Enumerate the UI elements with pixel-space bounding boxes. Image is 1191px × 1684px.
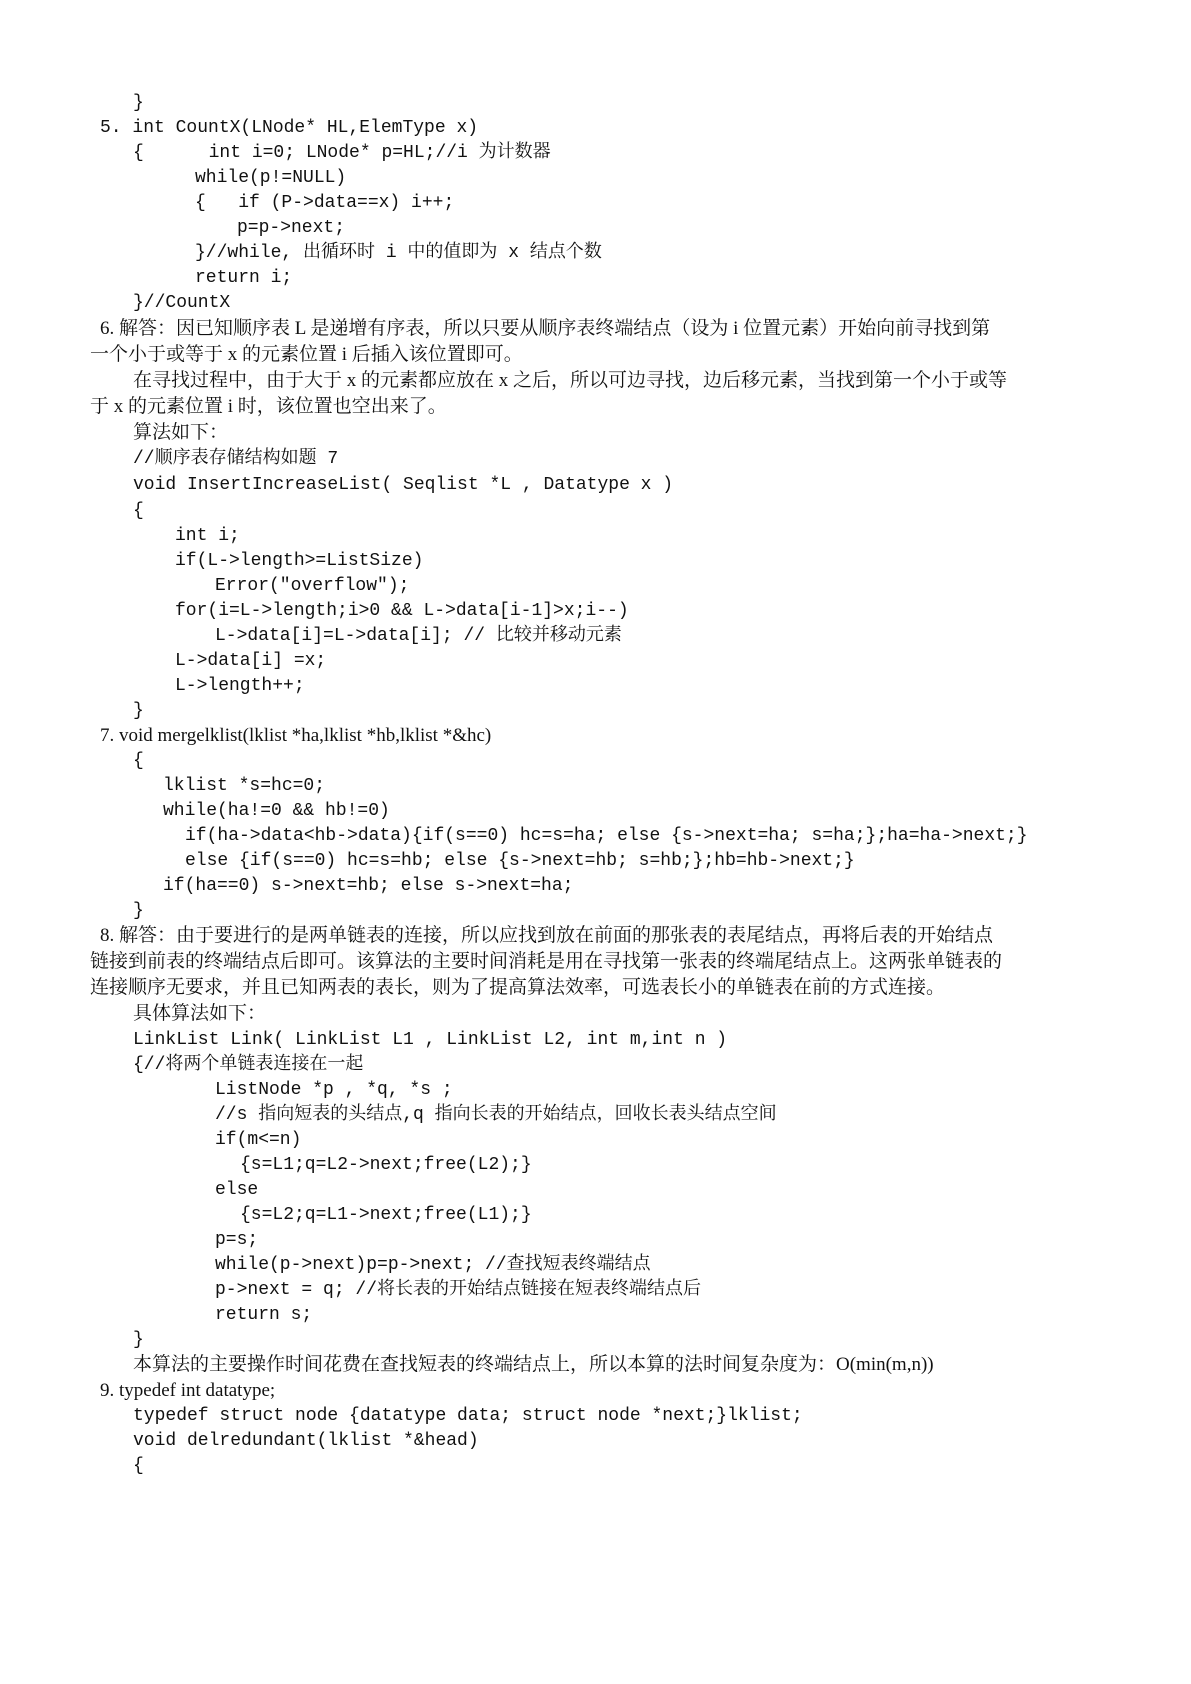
text-line: typedef struct node {datatype data; struct node *next;}lklist; — [133, 1406, 803, 1426]
text-line: lklist *s=hc=0; — [163, 776, 326, 796]
text-line: //顺序表存储结构如题 7 — [133, 449, 339, 469]
text-line: p=p->next; — [237, 218, 346, 238]
text-line: return i; — [195, 268, 293, 288]
text-line: 在寻找过程中，由于大于 x 的元素都应放在 x 之后，所以可边寻找，边后移元素，当找到第一个小于或等 — [133, 370, 1008, 391]
text-line: p->next = q; //将长表的开始结点链接在短表终端结点后 — [215, 1280, 702, 1300]
text-line: return s; — [215, 1305, 313, 1325]
text-line: 5. int CountX(LNode* HL,ElemType x) — [100, 118, 479, 138]
text-line: void delredundant(lklist *&head) — [133, 1431, 479, 1451]
text-line: } — [133, 901, 144, 921]
text-line: 一个小于或等于 x 的元素位置 i 后插入该位置即可。 — [90, 344, 523, 365]
text-line: void InsertIncreaseList( Seqlist *L , Datatype x ) — [133, 475, 674, 495]
text-line: { int i=0; LNode* p=HL;//i 为计数器 — [133, 143, 551, 163]
text-line: 本算法的主要操作时间花费在查找短表的终端结点上，所以本算的法时间复杂度为：O(min(m,n)) — [133, 1354, 934, 1375]
text-line: if(L->length>=ListSize) — [175, 551, 424, 571]
text-line: 连接顺序无要求，并且已知两表的表长，则为了提高算法效率，可选表长小的单链表在前的方式连接。 — [90, 977, 946, 998]
text-line: p=s; — [215, 1230, 259, 1250]
text-line: for(i=L->length;i>0 && L->data[i-1]>x;i--) — [175, 601, 629, 621]
text-line: else — [215, 1180, 259, 1200]
text-line: }//while, 出循环时 i 中的值即为 x 结点个数 — [195, 243, 602, 263]
text-line: while(p!=NULL) — [195, 168, 347, 188]
text-line: { — [133, 751, 144, 771]
text-line: int i; — [175, 526, 240, 546]
text-line: { — [133, 501, 144, 521]
text-line: if(m<=n) — [215, 1130, 302, 1150]
text-line: } — [133, 93, 144, 113]
text-line: { if (P->data==x) i++; — [195, 193, 455, 213]
text-line: else {if(s==0) hc=s=hb; else {s->next=hb; s=hb;};hb=hb->next;} — [185, 851, 855, 871]
text-line: }//CountX — [133, 293, 231, 313]
text-line: while(ha!=0 && hb!=0) — [163, 801, 390, 821]
text-line: 链接到前表的终端结点后即可。该算法的主要时间消耗是用在寻找第一张表的终端尾结点上。这两张单链表的 — [90, 951, 1003, 972]
text-line: } — [133, 701, 144, 721]
text-line: 9. typedef int datatype; — [100, 1380, 276, 1401]
text-line: //s 指向短表的头结点,q 指向长表的开始结点，回收长表头结点空间 — [215, 1105, 777, 1125]
text-line: if(ha==0) s->next=hb; else s->next=ha; — [163, 876, 574, 896]
text-line: 6. 解答：因已知顺序表 L 是递增有序表，所以只要从顺序表终端结点（设为 i 位置元素）开始向前寻找到第 — [100, 318, 991, 339]
text-line: L->data[i]=L->data[i]; // 比较并移动元素 — [215, 626, 622, 646]
text-line: 算法如下： — [133, 422, 229, 443]
text-line: {//将两个单链表连接在一起 — [133, 1055, 364, 1075]
text-line: 8. 解答：由于要进行的是两单链表的连接，所以应找到放在前面的那张表的表尾结点，再将后表的开始结点 — [100, 925, 994, 946]
text-line: L->data[i] =x; — [175, 651, 327, 671]
text-line: L->length++; — [175, 676, 305, 696]
text-line: 具体算法如下： — [133, 1003, 267, 1024]
text-line: 7. void mergelklist(lklist *ha,lklist *hb,lklist *&hc) — [100, 725, 492, 746]
text-line: {s=L1;q=L2->next;free(L2);} — [240, 1155, 532, 1175]
text-line: ListNode *p , *q, *s ; — [215, 1080, 453, 1100]
text-line: {s=L2;q=L1->next;free(L1);} — [240, 1205, 532, 1225]
text-line: if(ha->data<hb->data){if(s==0) hc=s=ha; else {s->next=ha; s=ha;};ha=ha->next;} — [185, 826, 1028, 846]
text-line: LinkList Link( LinkList L1 , LinkList L2, int m,int n ) — [133, 1030, 728, 1050]
text-line: while(p->next)p=p->next; //查找短表终端结点 — [215, 1255, 651, 1275]
text-line: 于 x 的元素位置 i 时，该位置也空出来了。 — [90, 396, 447, 417]
text-line: } — [133, 1330, 144, 1350]
text-line: { — [133, 1456, 144, 1476]
text-line: Error("overflow"); — [215, 576, 410, 596]
